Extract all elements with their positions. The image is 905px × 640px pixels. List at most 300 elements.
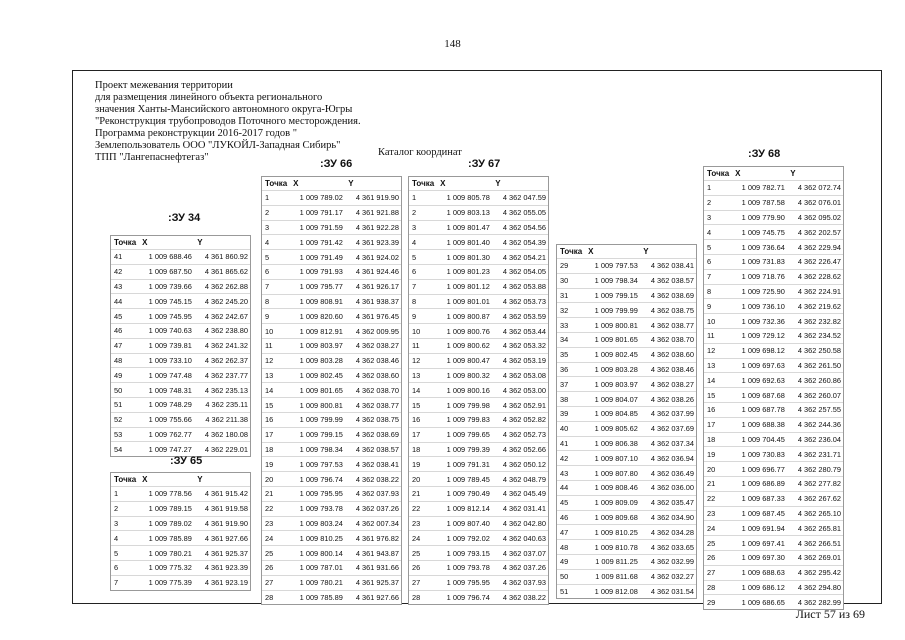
header-x: X [440, 179, 446, 188]
table-row [409, 323, 548, 338]
y-coordinate: 4 361 921.88 [355, 208, 399, 218]
y-coordinate: 4 361 931.66 [355, 563, 399, 573]
point-number: 27 [707, 568, 716, 578]
y-coordinate: 4 362 034.90 [650, 512, 694, 522]
x-coordinate: 1 009 799.65 [446, 430, 490, 440]
x-coordinate: 1 009 801.65 [299, 385, 343, 395]
y-coordinate: 4 362 235.13 [204, 385, 248, 395]
point-number: 26 [265, 563, 274, 573]
table-row [111, 264, 250, 279]
x-coordinate: 1 009 798.34 [594, 276, 638, 286]
x-coordinate: 1 009 795.95 [446, 578, 490, 588]
y-coordinate: 4 362 038.77 [650, 320, 694, 330]
x-coordinate: 1 009 799.83 [446, 415, 490, 425]
y-coordinate: 4 362 047.59 [502, 193, 546, 203]
x-coordinate: 1 009 810.25 [594, 527, 638, 537]
y-coordinate: 4 362 037.26 [502, 563, 546, 573]
table-row [409, 501, 548, 516]
table-row [409, 338, 548, 353]
y-coordinate: 4 361 926.17 [355, 282, 399, 292]
x-coordinate: 1 009 812.08 [594, 586, 638, 596]
y-coordinate: 4 362 038.60 [355, 370, 399, 380]
x-coordinate: 1 009 795.95 [299, 489, 343, 499]
y-coordinate: 4 361 922.28 [355, 222, 399, 232]
y-coordinate: 4 362 007.34 [355, 518, 399, 528]
y-coordinate: 4 362 052.66 [502, 444, 546, 454]
point-number: 52 [114, 415, 123, 425]
point-number: 29 [707, 597, 716, 607]
table-row [111, 501, 250, 516]
y-coordinate: 4 362 031.54 [650, 586, 694, 596]
y-coordinate: 4 362 242.67 [204, 311, 248, 321]
table-row [111, 323, 250, 338]
coordinate-table [408, 176, 549, 605]
table-row [557, 539, 696, 554]
x-coordinate: 1 009 793.15 [446, 548, 490, 558]
page-number: 148 [444, 38, 461, 50]
table-row [262, 220, 401, 235]
x-coordinate: 1 009 789.45 [446, 474, 490, 484]
point-number: 22 [412, 504, 421, 514]
y-coordinate: 4 362 260.86 [797, 375, 841, 385]
point-number: 17 [265, 430, 274, 440]
table-row [704, 269, 843, 284]
y-coordinate: 4 362 052.82 [502, 415, 546, 425]
table-row [704, 417, 843, 432]
x-coordinate: 1 009 799.15 [594, 290, 638, 300]
y-coordinate: 4 362 038.57 [650, 276, 694, 286]
x-coordinate: 1 009 686.89 [741, 479, 785, 489]
table-row [704, 210, 843, 225]
point-number: 6 [114, 563, 119, 573]
table-row [262, 279, 401, 294]
x-coordinate: 1 009 745.95 [148, 311, 192, 321]
x-coordinate: 1 009 718.76 [741, 272, 785, 282]
y-coordinate: 4 362 037.34 [650, 438, 694, 448]
x-coordinate: 1 009 793.78 [446, 563, 490, 573]
table-row [409, 308, 548, 323]
table-row [111, 486, 250, 501]
table-row [262, 382, 401, 397]
y-coordinate: 4 362 053.59 [502, 311, 546, 321]
table-row [704, 343, 843, 358]
point-number: 30 [560, 276, 569, 286]
point-number: 26 [707, 553, 716, 563]
point-number: 5 [412, 252, 417, 262]
project-header [95, 80, 361, 164]
x-coordinate: 1 009 800.81 [299, 400, 343, 410]
table-row [111, 293, 250, 308]
table-row [111, 353, 250, 368]
table-row [557, 332, 696, 347]
point-number: 11 [412, 341, 420, 351]
header-line: Проект межевания территории [95, 80, 233, 91]
x-coordinate: 1 009 796.74 [446, 592, 490, 602]
x-coordinate: 1 009 791.42 [299, 237, 343, 247]
table-row [262, 249, 401, 264]
x-coordinate: 1 009 799.99 [299, 415, 343, 425]
point-number: 47 [114, 341, 123, 351]
table-row [704, 580, 843, 595]
y-coordinate: 4 362 036.00 [650, 483, 694, 493]
x-coordinate: 1 009 809.09 [594, 498, 638, 508]
point-number: 42 [114, 267, 123, 277]
y-coordinate: 4 361 919.90 [204, 518, 248, 528]
table-row [111, 575, 250, 590]
point-number: 2 [114, 504, 119, 514]
y-coordinate: 4 361 923.39 [355, 237, 399, 247]
x-coordinate: 1 009 739.81 [148, 341, 192, 351]
x-coordinate: 1 009 762.77 [148, 429, 192, 439]
table-row [262, 397, 401, 412]
y-coordinate: 4 361 915.42 [204, 489, 248, 499]
point-number: 19 [412, 459, 421, 469]
point-number: 43 [114, 281, 123, 291]
y-coordinate: 4 361 943.87 [355, 548, 399, 558]
x-coordinate: 1 009 697.30 [741, 553, 785, 563]
y-coordinate: 4 362 038.57 [355, 444, 399, 454]
y-coordinate: 4 362 241.32 [204, 341, 248, 351]
point-number: 18 [707, 434, 716, 444]
y-coordinate: 4 362 038.69 [650, 290, 694, 300]
table-row [704, 254, 843, 269]
header-x: X [142, 238, 148, 247]
table-row [111, 560, 250, 575]
x-coordinate: 1 009 805.78 [446, 193, 490, 203]
x-coordinate: 1 009 803.28 [594, 364, 638, 374]
point-number: 28 [707, 582, 716, 592]
x-coordinate: 1 009 745.75 [741, 227, 785, 237]
x-coordinate: 1 009 692.63 [741, 375, 785, 385]
y-coordinate: 4 362 265.81 [797, 523, 841, 533]
x-coordinate: 1 009 687.45 [741, 508, 785, 518]
table-row [704, 535, 843, 550]
table-row [262, 427, 401, 442]
x-coordinate: 1 009 704.45 [741, 434, 785, 444]
x-coordinate: 1 009 803.97 [594, 379, 638, 389]
coordinate-table [703, 166, 844, 610]
y-coordinate: 4 362 036.49 [650, 468, 694, 478]
y-coordinate: 4 361 860.92 [204, 252, 248, 262]
table-row [409, 249, 548, 264]
x-coordinate: 1 009 803.13 [446, 208, 490, 218]
table-row [557, 436, 696, 451]
table-row [557, 376, 696, 391]
y-coordinate: 4 362 038.70 [650, 335, 694, 345]
table-row [557, 510, 696, 525]
y-coordinate: 4 362 032.99 [650, 557, 694, 567]
point-number: 21 [265, 489, 274, 499]
point-number: 35 [560, 350, 569, 360]
x-coordinate: 1 009 791.93 [299, 267, 343, 277]
sheet-counter: Лист 57 из 69 [795, 607, 865, 621]
point-number: 11 [265, 341, 273, 351]
table-row [111, 397, 250, 412]
table-title: :ЗУ 67 [468, 158, 501, 170]
y-coordinate: 4 362 277.82 [797, 479, 841, 489]
point-number: 32 [560, 305, 569, 315]
y-coordinate: 4 361 976.82 [355, 533, 399, 543]
header-point: Точка [265, 179, 288, 188]
point-number: 24 [707, 523, 716, 533]
y-coordinate: 4 362 295.42 [797, 568, 841, 578]
table-row [557, 273, 696, 288]
y-coordinate: 4 362 224.91 [797, 286, 841, 296]
x-coordinate: 1 009 697.63 [741, 360, 785, 370]
x-coordinate: 1 009 807.80 [594, 468, 638, 478]
x-coordinate: 1 009 778.56 [148, 489, 192, 499]
point-number: 25 [707, 538, 716, 548]
point-number: 19 [707, 449, 716, 459]
x-coordinate: 1 009 800.14 [299, 548, 343, 558]
y-coordinate: 4 362 202.57 [797, 227, 841, 237]
point-number: 5 [265, 252, 270, 262]
x-coordinate: 1 009 811.25 [595, 557, 638, 567]
table-row [111, 441, 250, 456]
point-number: 53 [114, 429, 123, 439]
x-coordinate: 1 009 812.91 [299, 326, 343, 336]
header-y: Y [495, 179, 501, 188]
coordinate-table [110, 235, 251, 457]
table-row [704, 461, 843, 476]
table-row [262, 338, 401, 353]
header-y: Y [197, 238, 203, 247]
point-number: 5 [114, 548, 119, 558]
x-coordinate: 1 009 799.15 [299, 430, 343, 440]
point-number: 4 [412, 237, 417, 247]
x-coordinate: 1 009 686.12 [741, 582, 785, 592]
x-coordinate: 1 009 797.53 [299, 459, 343, 469]
x-coordinate: 1 009 791.49 [299, 252, 343, 262]
y-coordinate: 4 362 245.20 [204, 296, 248, 306]
point-number: 2 [265, 208, 270, 218]
point-number: 1 [114, 489, 119, 499]
table-row [409, 264, 548, 279]
header-x: X [142, 475, 148, 484]
table-row [704, 491, 843, 506]
y-coordinate: 4 362 244.36 [797, 420, 841, 430]
point-number: 20 [707, 464, 716, 474]
x-coordinate: 1 009 800.87 [446, 311, 490, 321]
table-row [111, 367, 250, 382]
x-coordinate: 1 009 775.32 [148, 563, 192, 573]
catalog-title: Каталог координат [378, 147, 462, 158]
table-row [111, 530, 250, 545]
table-row [111, 338, 250, 353]
table-row [409, 575, 548, 590]
y-coordinate: 4 362 095.02 [797, 212, 841, 222]
table-row [557, 569, 696, 584]
table-row [262, 205, 401, 220]
table-row [557, 421, 696, 436]
y-coordinate: 4 362 236.04 [797, 434, 841, 444]
table-row [262, 353, 401, 368]
point-number: 1 [707, 183, 712, 193]
y-coordinate: 4 361 925.37 [355, 578, 399, 588]
point-number: 50 [114, 385, 123, 395]
x-coordinate: 1 009 780.21 [148, 548, 192, 558]
point-number: 6 [707, 257, 712, 267]
y-coordinate: 4 362 038.75 [650, 305, 694, 315]
x-coordinate: 1 009 799.39 [446, 444, 490, 454]
table-row [557, 450, 696, 465]
point-number: 19 [265, 459, 274, 469]
point-number: 51 [114, 400, 123, 410]
point-number: 21 [707, 479, 716, 489]
point-number: 9 [707, 301, 712, 311]
y-coordinate: 4 362 036.94 [650, 453, 694, 463]
y-coordinate: 4 362 180.08 [204, 429, 248, 439]
x-coordinate: 1 009 688.46 [148, 252, 192, 262]
coordinate-table [556, 244, 697, 599]
point-number: 28 [265, 592, 274, 602]
x-coordinate: 1 009 807.10 [594, 453, 638, 463]
table-row [262, 560, 401, 575]
x-coordinate: 1 009 810.25 [299, 533, 343, 543]
y-coordinate: 4 361 919.58 [204, 504, 248, 514]
table-row [704, 284, 843, 299]
point-number: 27 [265, 578, 274, 588]
table-row [557, 584, 696, 599]
point-number: 49 [114, 370, 123, 380]
x-coordinate: 1 009 725.90 [741, 286, 785, 296]
point-number: 50 [560, 572, 569, 582]
point-number: 29 [560, 261, 569, 271]
point-number: 14 [265, 385, 274, 395]
x-coordinate: 1 009 733.10 [148, 355, 192, 365]
point-number: 5 [707, 242, 712, 252]
y-coordinate: 4 362 038.22 [502, 592, 546, 602]
header-x: X [735, 169, 741, 178]
table-row [409, 190, 548, 205]
x-coordinate: 1 009 802.45 [299, 370, 343, 380]
y-coordinate: 4 362 037.07 [502, 548, 546, 558]
x-coordinate: 1 009 803.97 [299, 341, 343, 351]
table-row [409, 412, 548, 427]
table-row [704, 328, 843, 343]
x-coordinate: 1 009 800.81 [594, 320, 638, 330]
point-number: 25 [265, 548, 274, 558]
point-number: 44 [114, 296, 123, 306]
y-coordinate: 4 362 234.52 [797, 331, 841, 341]
x-coordinate: 1 009 808.46 [594, 483, 638, 493]
y-coordinate: 4 362 054.21 [502, 252, 546, 262]
point-number: 16 [265, 415, 274, 425]
x-coordinate: 1 009 791.59 [299, 222, 343, 232]
point-number: 41 [114, 252, 123, 262]
table-row [262, 590, 401, 605]
x-coordinate: 1 009 802.45 [594, 350, 638, 360]
x-coordinate: 1 009 789.02 [299, 193, 343, 203]
x-coordinate: 1 009 806.38 [594, 438, 638, 448]
x-coordinate: 1 009 801.47 [446, 222, 490, 232]
table-row [557, 302, 696, 317]
point-number: 13 [412, 370, 421, 380]
y-coordinate: 4 362 038.27 [650, 379, 694, 389]
table-row [704, 180, 843, 195]
y-coordinate: 4 362 238.80 [204, 326, 248, 336]
point-number: 23 [707, 508, 716, 518]
point-number: 37 [560, 379, 569, 389]
x-coordinate: 1 009 801.30 [446, 252, 490, 262]
header-line: "Реконструкция трубопроводов Поточного месторождения. [95, 116, 361, 127]
point-number: 3 [707, 212, 712, 222]
y-coordinate: 4 362 250.58 [797, 346, 841, 356]
y-coordinate: 4 362 053.88 [502, 282, 546, 292]
table-row [409, 368, 548, 383]
y-coordinate: 4 362 032.27 [650, 572, 694, 582]
y-coordinate: 4 362 053.44 [502, 326, 546, 336]
table-row [704, 195, 843, 210]
point-number: 23 [412, 518, 421, 528]
header-point: Точка [412, 179, 435, 188]
point-number: 24 [265, 533, 274, 543]
header-y: Y [643, 247, 649, 256]
y-coordinate: 4 362 266.51 [797, 538, 841, 548]
table-header-row [557, 245, 696, 258]
x-coordinate: 1 009 804.07 [594, 394, 638, 404]
y-coordinate: 4 362 053.19 [502, 356, 546, 366]
x-coordinate: 1 009 790.49 [446, 489, 490, 499]
table-row [557, 391, 696, 406]
table-row [704, 565, 843, 580]
table-row [409, 516, 548, 531]
point-number: 9 [412, 311, 417, 321]
x-coordinate: 1 009 739.66 [148, 281, 192, 291]
x-coordinate: 1 009 796.74 [299, 474, 343, 484]
x-coordinate: 1 009 799.99 [594, 305, 638, 315]
table-row [704, 520, 843, 535]
x-coordinate: 1 009 803.28 [299, 356, 343, 366]
y-coordinate: 4 362 038.26 [650, 394, 694, 404]
table-row [409, 545, 548, 560]
y-coordinate: 4 361 976.45 [355, 311, 399, 321]
x-coordinate: 1 009 801.01 [446, 296, 490, 306]
table-row [262, 368, 401, 383]
point-number: 24 [412, 533, 421, 543]
point-number: 8 [412, 296, 417, 306]
point-number: 44 [560, 483, 569, 493]
header-line: для размещения линейного объекта регионального [95, 92, 323, 103]
table-row [409, 471, 548, 486]
y-coordinate: 4 362 038.22 [355, 474, 399, 484]
table-row [557, 317, 696, 332]
y-coordinate: 4 362 038.46 [650, 364, 694, 374]
point-number: 10 [412, 326, 421, 336]
table-row [111, 427, 250, 442]
point-number: 10 [707, 316, 716, 326]
point-number: 42 [560, 453, 569, 463]
y-coordinate: 4 361 938.37 [355, 296, 399, 306]
table-row [704, 372, 843, 387]
point-number: 3 [412, 222, 417, 232]
x-coordinate: 1 009 800.32 [446, 370, 490, 380]
y-coordinate: 4 362 053.73 [502, 296, 546, 306]
table-row [262, 575, 401, 590]
y-coordinate: 4 362 054.56 [502, 222, 546, 232]
x-coordinate: 1 009 779.90 [741, 212, 785, 222]
x-coordinate: 1 009 789.15 [148, 504, 192, 514]
table-row [262, 308, 401, 323]
table-row [409, 205, 548, 220]
header-y: Y [197, 475, 203, 484]
table-row [704, 387, 843, 402]
table-row [704, 358, 843, 373]
point-number: 46 [560, 512, 569, 522]
point-number: 12 [412, 356, 421, 366]
point-number: 34 [560, 335, 569, 345]
y-coordinate: 4 362 072.74 [797, 183, 841, 193]
